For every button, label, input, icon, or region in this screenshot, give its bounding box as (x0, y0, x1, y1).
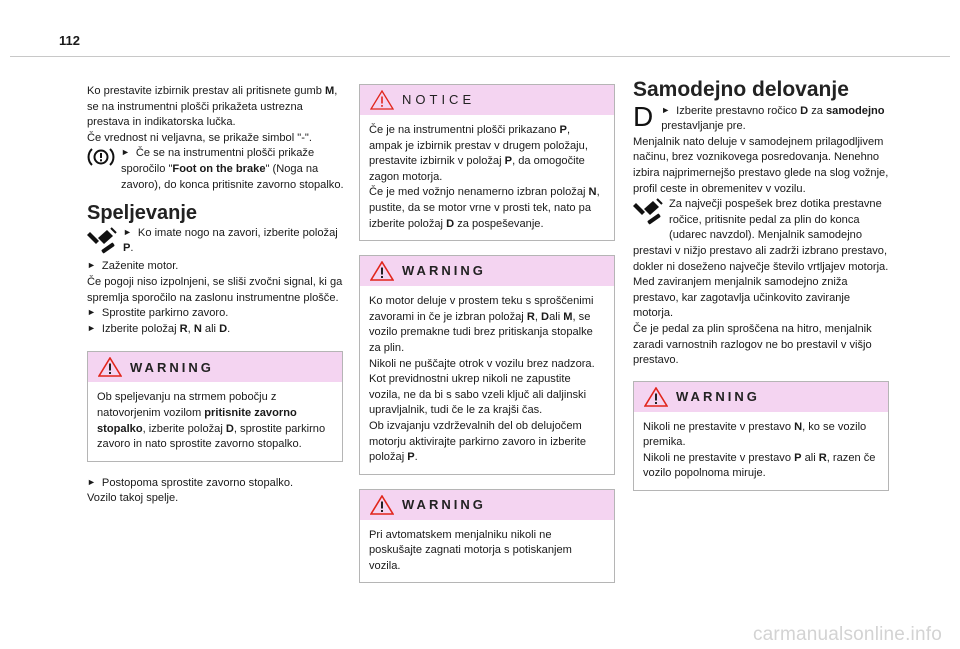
step2-text: ► Zaženite motor. (87, 259, 345, 275)
col3-warning-p2: Nikoli ne prestavite v prestavo P ali R, razen če vozilo popolnoma miruje. (643, 451, 876, 480)
foot-pedal-icon (633, 197, 663, 231)
notice-p2: Če je med vožnjo nenamerno izbran položaj N, pustite, da se motor vrne v prosti tek, nato pa izberite položaj D za pospeševanje. (369, 186, 600, 230)
brake-notice-text: ► Če se na instrumentni plošči prikaže sporočilo "Foot on the brake" (Noga na zavoro), do konca pritisnite zavorno stopalko. (121, 146, 345, 193)
notice-box (359, 84, 615, 241)
notice-label: NOTICE (402, 92, 476, 108)
warning-box-neutral (633, 381, 889, 491)
warning-header (634, 382, 888, 412)
warning-header (360, 256, 614, 286)
warning1-p2: Nikoli ne puščajte otrok v vozilu brez nadzora. (369, 357, 595, 370)
warning-label: WARNING (676, 388, 760, 404)
d-position-icon: D (633, 100, 654, 132)
warning-box-idle (359, 255, 615, 475)
column-right (633, 78, 891, 491)
section-heading-samodejno: Samodejno delovanje (633, 78, 849, 101)
column-left (87, 84, 345, 507)
intro-paragraph: Ko prestavite izbirnik prestav ali pritisnete gumb M, se na instrumentni plošči prikažeta ustrezna prestava in indikatorska lučka. (87, 85, 338, 129)
warning1-p1: Ko motor deluje v prostem teku s sproščenimi zavorami in če je izbran položaj R, Dali M, se vozilo premakne tudi brez pritiskanja stopalke za plin. (369, 295, 594, 354)
invalid-value-text: Če vrednost ni veljavna, se prikaže simbol "-". (87, 131, 312, 144)
warning-triangle-icon (98, 357, 122, 377)
warning-label: WARNING (130, 359, 214, 375)
warning1-p4: Ob izvajanju vzdrževalnih del ob delujočem motorju aktivirajte parkirno zavoro in izberite položaj P. (369, 419, 587, 464)
warning-header (360, 490, 614, 520)
step-select-d (633, 100, 891, 135)
foot-pedal-icon (87, 226, 117, 260)
warning-triangle-icon (370, 495, 394, 515)
warning-triangle-icon (370, 261, 394, 281)
notice-triangle-icon (370, 90, 394, 110)
warning-label: WARNING (402, 263, 486, 279)
step6-text: ► Postopoma sprostite zavorno stopalko. (87, 476, 345, 492)
step3-text: Če pogoji niso izpolnjeni, se sliši zvočni signal, ki ga spremlja sporočilo na zaslonu instrumentne plošče. (87, 275, 343, 304)
step-foot-on-brake (87, 226, 345, 260)
warning-header (88, 352, 342, 382)
col3-p3: Med zaviranjem menjalnik samodejno zniža prestavo, kar zagotavlja učinkovito zaviranje motorja. (633, 276, 851, 320)
warning-label: WARNING (402, 496, 486, 512)
notice-header (360, 85, 614, 115)
notice-p1: Če je na instrumentni plošči prikazano P, ampak je izbirnik prestav v drugem položaju, prestavite izbirnik v položaj P, da omogočite zagon motorja. (369, 124, 588, 183)
section-heading-speljevanje: Speljevanje (87, 202, 198, 225)
top-divider (10, 56, 950, 57)
col3-p4: Če je pedal za plin sproščena na hitro, menjalnik zaradi varnostnih razlogov ne bo prestavil v višjo prestavo. (633, 322, 872, 367)
warning-triangle-icon (644, 387, 668, 407)
warning1-p3: Kot previdnostni ukrep nikoli ne zapustite vozila, ne da bi s sabo vzeli ključ ali daljinski upravljalnik, tudi če le za krajši čas. (369, 373, 587, 417)
outro-text: Vozilo takoj spelje. (87, 492, 179, 505)
column-middle (359, 84, 617, 583)
warning-box-push-start (359, 489, 615, 584)
step4-text: ► Sprostite parkirno zavoro. (87, 306, 345, 322)
col3-step1-text: ► Izberite prestavno ročico D za samodejno prestavljanje pre. (661, 104, 891, 135)
step1-text: ► Ko imate nogo na zavori, izberite položaj P. (123, 226, 345, 257)
step5-text: ► Izberite položaj R, N ali D. (87, 322, 345, 338)
warning2-text: Pri avtomatskem menjalniku nikoli ne poskušajte zagnati motorja s potiskanjem vozila. (369, 528, 572, 572)
col3-p1: Menjalnik nato deluje v samodejnem prilagodljivem načinu, brez voznikovega posredovanja. Nenehno izbira najprimernejšo prestavo glede na slog vožnje, profil ceste in obremenitev v vozilu. (633, 135, 889, 195)
col3-p2: Za največji pospešek brez dotika prestavne ročice, pritisnite pedal za plin do konca (udarec navzdol). Menjalnik samodejno prestavi v nižjo prestavo ali zadrži izbrano prestavo, dokler ni doseženo največje število vrtljajev motorja. (633, 198, 889, 273)
col3-warning-p1: Nikoli ne prestavite v prestavo N, ko se vozilo premika. (643, 420, 867, 449)
page-number: 112 (59, 33, 80, 48)
warning-box-hill-start (87, 351, 343, 461)
brake-notice (87, 146, 345, 193)
watermark: carmanualsonline.info (752, 624, 942, 645)
kickdown-paragraph (633, 197, 891, 275)
brake-warning-icon (87, 146, 115, 174)
warning-text: Ob speljevanju na strmem pobočju z natovorjenim vozilom pritisnite zavorno stopalko, izberite položaj D, sprostite parkirno zavoro in nato sprostite zavorno stopalko. (97, 391, 326, 451)
